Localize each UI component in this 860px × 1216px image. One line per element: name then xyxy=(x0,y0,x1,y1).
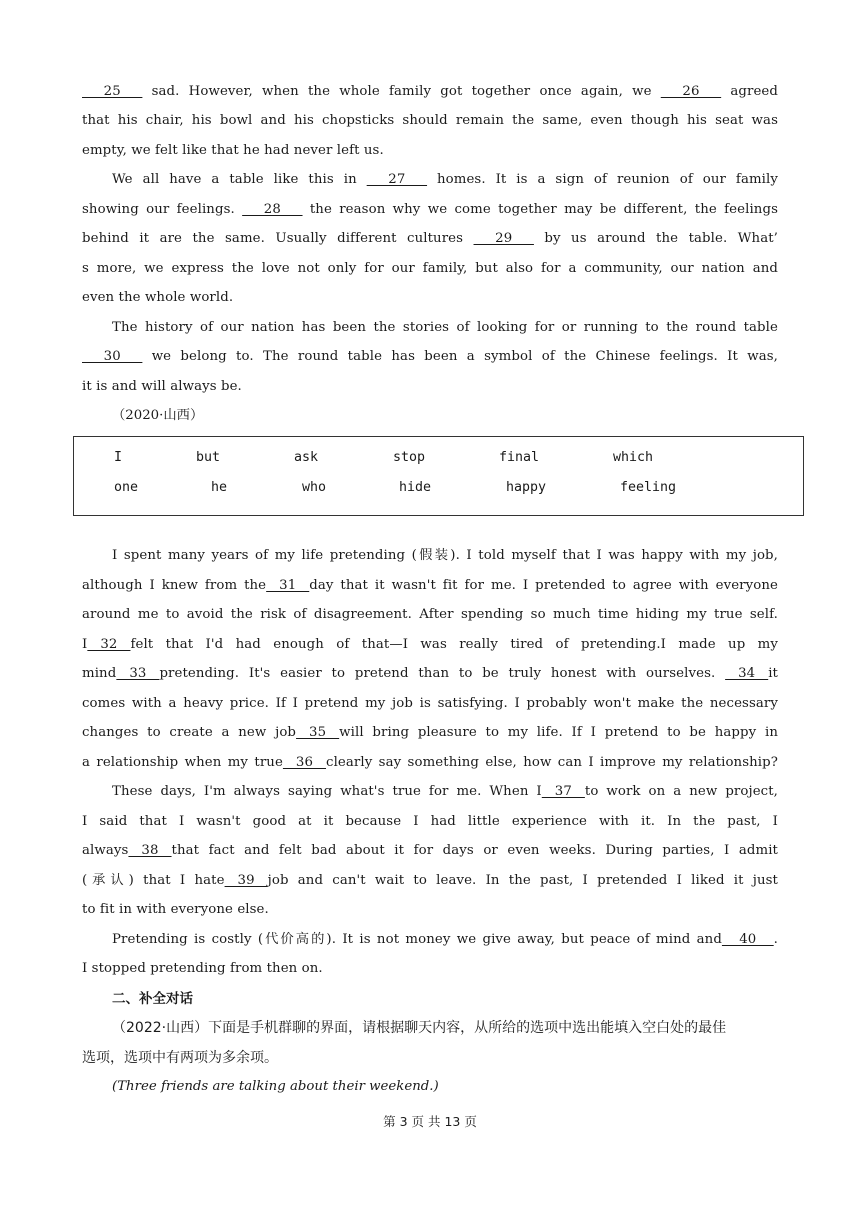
blank-27[interactable]: 27 xyxy=(366,172,428,187)
passage1-line-10: 30 we belong to. The round table has been a symbol of the Chinese feelings. It was, xyxy=(82,347,778,367)
word-option: but xyxy=(196,450,221,465)
word-option: happy xyxy=(506,480,547,495)
passage2-line-5: mind 33 pretending. It's easier to pretend than to be truly honest with ourselves. 34 it xyxy=(82,664,778,684)
passage1-line-3: empty, we felt like that he had never left us. xyxy=(82,143,384,158)
word-option: one xyxy=(114,480,139,495)
passage1-line-5: showing our feelings. 28 the reason why we come together may be different, the feelings xyxy=(82,200,778,220)
passage2-line-14: Pretending is costly (代价高的). It is not money we give away, but peace of mind and 40 . xyxy=(112,930,778,950)
section-heading: 二、补全对话 xyxy=(112,991,193,1007)
word-option: I xyxy=(114,450,123,465)
blank-33[interactable]: 33 xyxy=(116,666,160,681)
word-option: which xyxy=(613,450,654,465)
passage1-line-11: it is and will always be. xyxy=(82,379,242,394)
passage2-line-6: comes with a heavy price. If I pretend my job is satisfying. I probably won't make the necessary xyxy=(82,696,778,711)
passage2-line-2: although I knew from the 31 day that it wasn't fit for me. I pretended to agree with everyone xyxy=(82,576,778,596)
blank-32[interactable]: 32 xyxy=(87,637,131,652)
blank-39[interactable]: 39 xyxy=(224,873,268,888)
blank-25[interactable]: 25 xyxy=(82,84,143,99)
page-footer: 第 3 页 共 13 页 xyxy=(383,1114,477,1129)
passage2-line-11: always 38 that fact and felt bad about it for days or even weeks. During parties, I admit xyxy=(82,841,778,861)
passage1-line-4: We all have a table like this in 27 homes. It is a sign of reunion of our family xyxy=(112,170,778,190)
passage1-line-9: The history of our nation has been the stories of looking for or running to the round table xyxy=(112,320,778,335)
word-option: feeling xyxy=(620,480,677,495)
word-option: ask xyxy=(294,450,319,465)
blank-29[interactable]: 29 xyxy=(473,231,534,246)
passage2-line-7: changes to create a new job 35 will bring pleasure to my life. If I pretend to be happy in xyxy=(82,723,778,743)
blank-30[interactable]: 30 xyxy=(82,349,143,364)
passage2-line-13: to fit in with everyone else. xyxy=(82,902,269,917)
blank-36[interactable]: 36 xyxy=(282,755,327,770)
passage2-line-15: I stopped pretending from then on. xyxy=(82,961,323,976)
word-option: who xyxy=(302,480,327,495)
blank-28[interactable]: 28 xyxy=(242,202,303,217)
blank-40[interactable]: 40 xyxy=(721,932,774,947)
scenario-text: (Three friends are talking about their weekend.) xyxy=(112,1079,439,1094)
word-bank-box xyxy=(73,436,804,516)
passage2-line-8: a relationship when my true 36 clearly say something else, how can I improve my relationship? xyxy=(82,753,778,773)
word-option: stop xyxy=(393,450,426,465)
passage2-line-3: around me to avoid the risk of disagreement. After spending so much time hiding my true self. xyxy=(82,607,778,622)
blank-31[interactable]: 31 xyxy=(266,578,310,593)
blank-34[interactable]: 34 xyxy=(725,666,769,681)
blank-35[interactable]: 35 xyxy=(296,725,340,740)
passage2-line-4: I 32 felt that I'd had enough of that—I was really tired of pretending.I made up my xyxy=(82,635,778,655)
blank-37[interactable]: 37 xyxy=(541,784,585,799)
word-option: hide xyxy=(399,480,432,495)
blank-38[interactable]: 38 xyxy=(128,843,172,858)
blank-26[interactable]: 26 xyxy=(660,84,722,99)
word-option: final xyxy=(499,450,540,465)
passage1-line-7: s more, we express the love not only for our family, but also for a community, our nation and xyxy=(82,261,778,276)
source-label: （2020·山西） xyxy=(112,408,204,423)
passage1-line-6: behind it are the same. Usually different cultures 29 by us around the table. What’ xyxy=(82,229,778,249)
passage1-line-1: 25 sad. However, when the whole family got together once again, we 26 agreed xyxy=(82,82,778,102)
passage2-line-10: I said that I wasn't good at it because I had little experience with it. In the past, I xyxy=(82,814,778,829)
instructions-line-1: （2022·山西）下面是手机群聊的界面，请根据聊天内容，从所给的选项中选出能填入空白处的最佳 xyxy=(112,1020,727,1036)
passage2-line-12: (承认) that I hate 39 job and can't wait to leave. In the past, I pretended I liked it just xyxy=(82,871,778,891)
instructions-line-2: 选项，选项中有两项为多余项。 xyxy=(82,1050,278,1066)
passage1-line-2: that his chair, his bowl and his chopsticks should remain the same, even though his seat was xyxy=(82,113,778,128)
passage2-line-1: I spent many years of my life pretending (假装). I told myself that I was happy with my job, xyxy=(112,548,778,563)
word-option: he xyxy=(211,480,228,495)
passage1-line-8: even the whole world. xyxy=(82,290,234,305)
passage2-line-9: These days, I'm always saying what's true for me. When I 37 to work on a new project, xyxy=(112,782,778,802)
